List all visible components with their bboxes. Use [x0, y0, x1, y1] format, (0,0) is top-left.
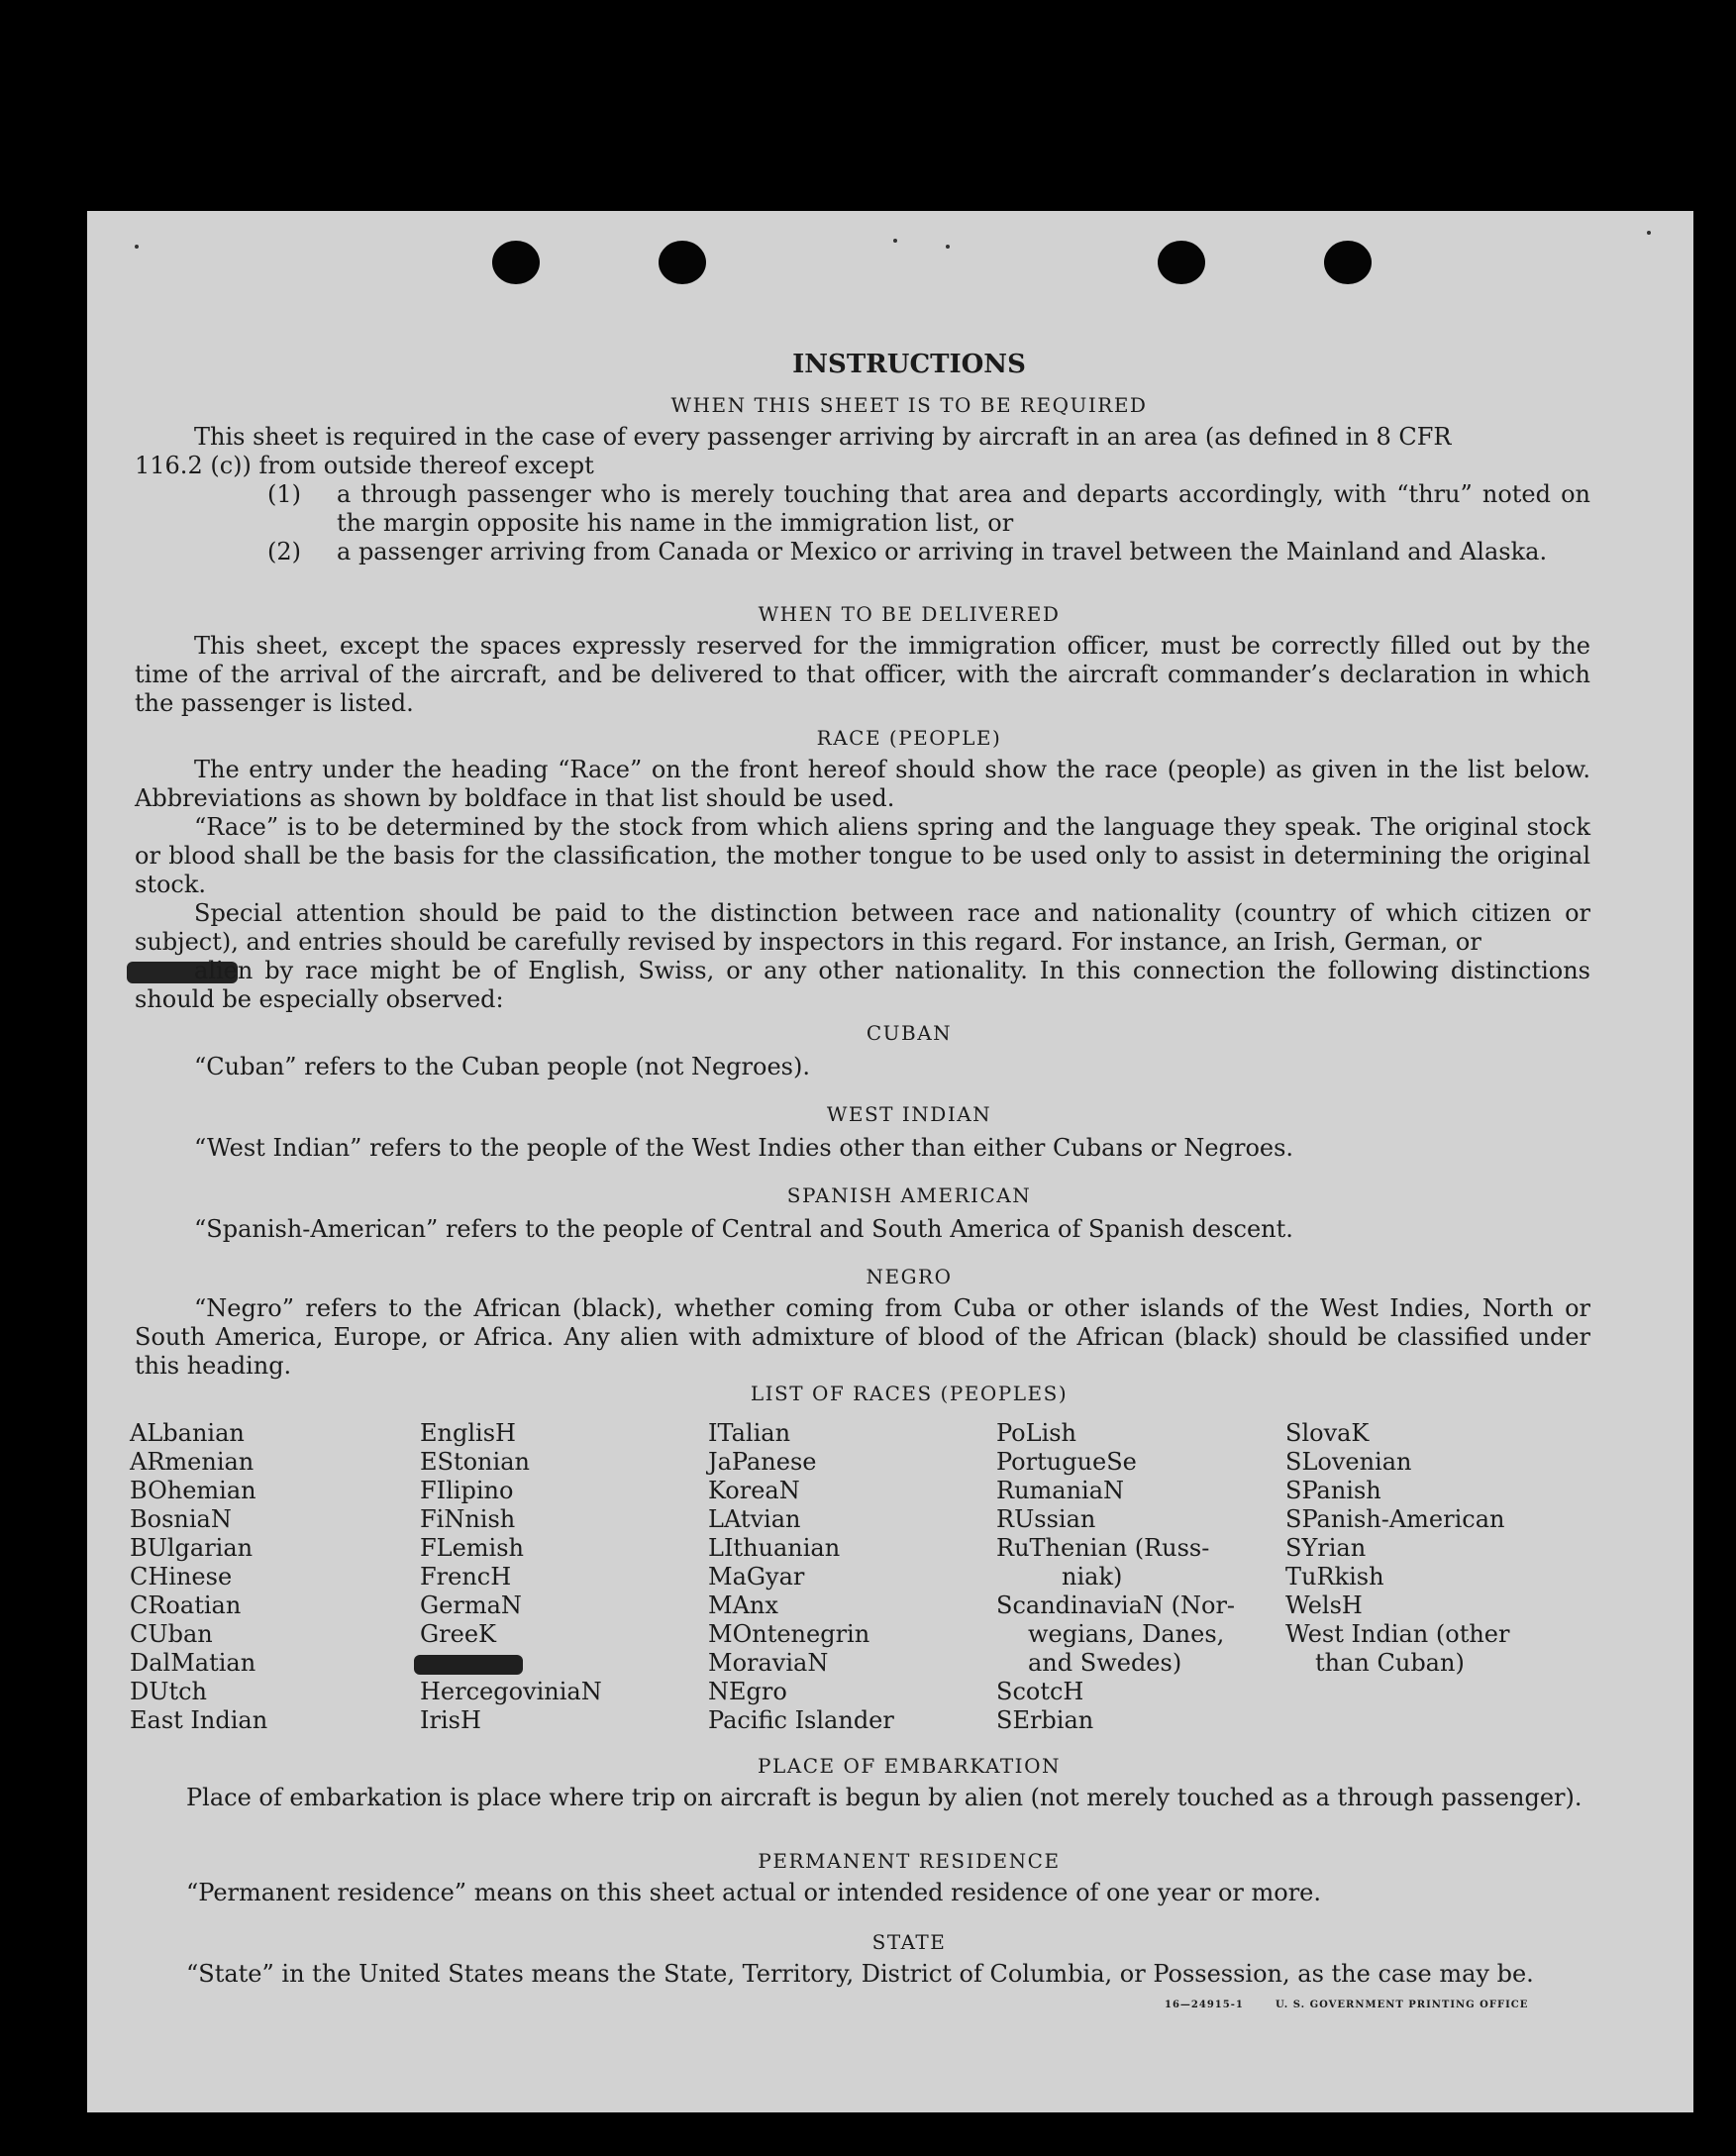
race-entry: DalMatian — [130, 1649, 256, 1677]
race-entry: ScotcH — [996, 1678, 1084, 1705]
paragraph — [135, 423, 1590, 452]
race-entry: SPanish — [1285, 1477, 1381, 1504]
race-entry: EnglisH — [420, 1419, 516, 1447]
section-heading: SPANISH AMERICAN — [786, 1183, 1032, 1207]
race-entry: niak) — [1062, 1563, 1123, 1591]
race-entry: Pacific Islander — [708, 1706, 894, 1734]
section-heading: RACE (PEOPLE) — [816, 726, 1002, 750]
item-number: (1) — [267, 480, 301, 508]
race-entry: SlovaK — [1285, 1419, 1370, 1447]
race-entry: wegians, Danes, — [1028, 1620, 1225, 1648]
race-entry: GermaN — [420, 1591, 522, 1619]
race-entry: RUssian — [996, 1505, 1096, 1533]
race-entry: BOhemian — [130, 1477, 256, 1504]
race-entry: LAtvian — [708, 1505, 801, 1533]
race-entry: FLemish — [420, 1534, 524, 1562]
item-text: a through passenger who is merely touching that area and departs accordingly, with “thru” noted on the margin opposite his name in the immigration list, or — [337, 480, 1590, 537]
race-entry: SLovenian — [1285, 1448, 1412, 1476]
race-entry: EStonian — [420, 1448, 530, 1476]
race-entry: WelsH — [1285, 1591, 1363, 1619]
list-item — [267, 538, 1590, 566]
race-entry: RumaniaN — [996, 1477, 1125, 1504]
race-entry: DUtch — [130, 1678, 208, 1705]
race-entry: JaPanese — [708, 1448, 817, 1476]
paragraph: “Cuban” refers to the Cuban people (not Negroes). — [194, 1053, 810, 1080]
paragraph: alien by race might be of English, Swiss, or any other nationality. In this connection the following distinctions should be especially observed: — [135, 957, 1590, 1013]
document-sheet — [87, 211, 1693, 2112]
list-item — [267, 480, 1590, 538]
section-heading: STATE — [871, 1930, 947, 1954]
paragraph: Special attention should be paid to the distinction between race and nationality (country of which citizen or subject), and entries should be carefully revised by inspectors in this regard. For instance, an Irish, German, or — [135, 899, 1590, 956]
race-entry: FrencH — [420, 1563, 512, 1591]
race-entry: GreeK — [420, 1620, 496, 1648]
race-entry: SPanish-American — [1285, 1505, 1505, 1533]
race-column — [708, 1419, 894, 1735]
race-entry: SErbian — [996, 1706, 1094, 1734]
printer-credit: U. S. GOVERNMENT PRINTING OFFICE — [1276, 2000, 1529, 2010]
redaction-mark — [414, 1655, 523, 1675]
race-column — [1285, 1419, 1509, 1678]
section-heading: CUBAN — [866, 1021, 953, 1045]
race-entry: RuThenian (Russ- — [996, 1534, 1210, 1562]
form-number: 16—24915-1 — [1165, 2000, 1244, 2010]
section-heading: WHEN THIS SHEET IS TO BE REQUIRED — [670, 393, 1148, 417]
race-column — [996, 1419, 1235, 1735]
paragraph: “Negro” refers to the African (black), whether coming from Cuba or other islands of the West Indies, North or South America, Europe, or Africa. Any alien with admixture of blood of the African (black) should be classified under this heading. — [135, 1294, 1590, 1380]
race-entry: BosniaN — [130, 1505, 232, 1533]
race-entry: ITalian — [708, 1419, 791, 1447]
race-entry: HercegoviniaN — [420, 1678, 602, 1705]
race-entry: East Indian — [130, 1706, 268, 1734]
race-entry: MAnx — [708, 1591, 778, 1619]
page-title: INSTRUCTIONS — [792, 350, 1026, 379]
race-entry — [420, 1649, 602, 1678]
instructions-content — [87, 211, 1693, 2112]
race-entry: LIthuanian — [708, 1534, 841, 1562]
paragraph: The entry under the heading “Race” on the front hereof should show the race (people) as given in the list below. Abbreviations as shown by boldface in that list should be used. — [135, 756, 1590, 812]
race-column — [420, 1419, 602, 1735]
paragraph: “Spanish-American” refers to the people of Central and South America of Spanish descent. — [194, 1215, 1293, 1243]
paragraph: “West Indian” refers to the people of the West Indies other than either Cubans or Negroes. — [194, 1134, 1294, 1162]
race-column — [130, 1419, 267, 1735]
race-entry: MoraviaN — [708, 1649, 829, 1677]
race-entry: ALbanian — [130, 1419, 245, 1447]
section-heading: NEGRO — [866, 1265, 953, 1288]
race-entry: PortugueSe — [996, 1448, 1137, 1476]
paragraph: This sheet, except the spaces expressly reserved for the immigration officer, must be correctly filled out by the time of the arrival of the aircraft, and be delivered to that officer, with the aircraft commander’s declaration in which the passenger is listed. — [135, 632, 1590, 717]
race-entry: ScandinaviaN (Nor- — [996, 1591, 1236, 1619]
race-entry: ARmenian — [130, 1448, 255, 1476]
race-entry: NEgro — [708, 1678, 787, 1705]
race-entry: IrisH — [420, 1706, 481, 1734]
paragraph: “State” in the United States means the State, Territory, District of Columbia, or Possession, as the case may be. — [186, 1960, 1534, 1988]
paragraph: “Permanent residence” means on this sheet actual or intended residence of one year or more. — [186, 1879, 1321, 1906]
race-entry: CUban — [130, 1620, 213, 1648]
paragraph-text: 116.2 (c)) from outside thereof except — [135, 452, 594, 479]
race-entry: West Indian (other — [1285, 1620, 1510, 1648]
paragraph — [135, 452, 1590, 480]
section-heading: LIST OF RACES (PEOPLES) — [750, 1382, 1069, 1405]
item-text: a passenger arriving from Canada or Mexico or arriving in travel between the Mainland and Alaska. — [337, 538, 1548, 565]
race-entry: and Swedes) — [1028, 1649, 1182, 1677]
item-number: (2) — [267, 538, 301, 565]
race-entry: KoreaN — [708, 1477, 800, 1504]
section-heading: WHEN TO BE DELIVERED — [758, 602, 1061, 626]
race-entry: CHinese — [130, 1563, 233, 1591]
paragraph-text: This sheet is required in the case of every passenger arriving by aircraft in an area (as defined in 8 CFR — [194, 423, 1452, 451]
race-entry: TuRkish — [1285, 1563, 1384, 1591]
race-entry: SYrian — [1285, 1534, 1367, 1562]
race-entry: MaGyar — [708, 1563, 805, 1591]
section-heading: WEST INDIAN — [826, 1102, 992, 1126]
race-entry: than Cuban) — [1315, 1649, 1465, 1677]
race-entry: CRoatian — [130, 1591, 242, 1619]
paragraph: Place of embarkation is place where trip on aircraft is begun by alien (not merely touched as a through passenger). — [186, 1784, 1583, 1811]
race-entry: FIlipino — [420, 1477, 514, 1504]
race-entry: MOntenegrin — [708, 1620, 870, 1648]
race-entry: FiNnish — [420, 1505, 516, 1533]
paragraph: “Race” is to be determined by the stock from which aliens spring and the language they speak. The original stock or blood shall be the basis for the classification, the mother tongue to be used only to assist in determining the original stock. — [135, 813, 1590, 898]
section-heading: PERMANENT RESIDENCE — [758, 1849, 1061, 1873]
race-entry: BUlgarian — [130, 1534, 254, 1562]
race-entry: PoLish — [996, 1419, 1077, 1447]
section-heading: PLACE OF EMBARKATION — [758, 1754, 1061, 1778]
